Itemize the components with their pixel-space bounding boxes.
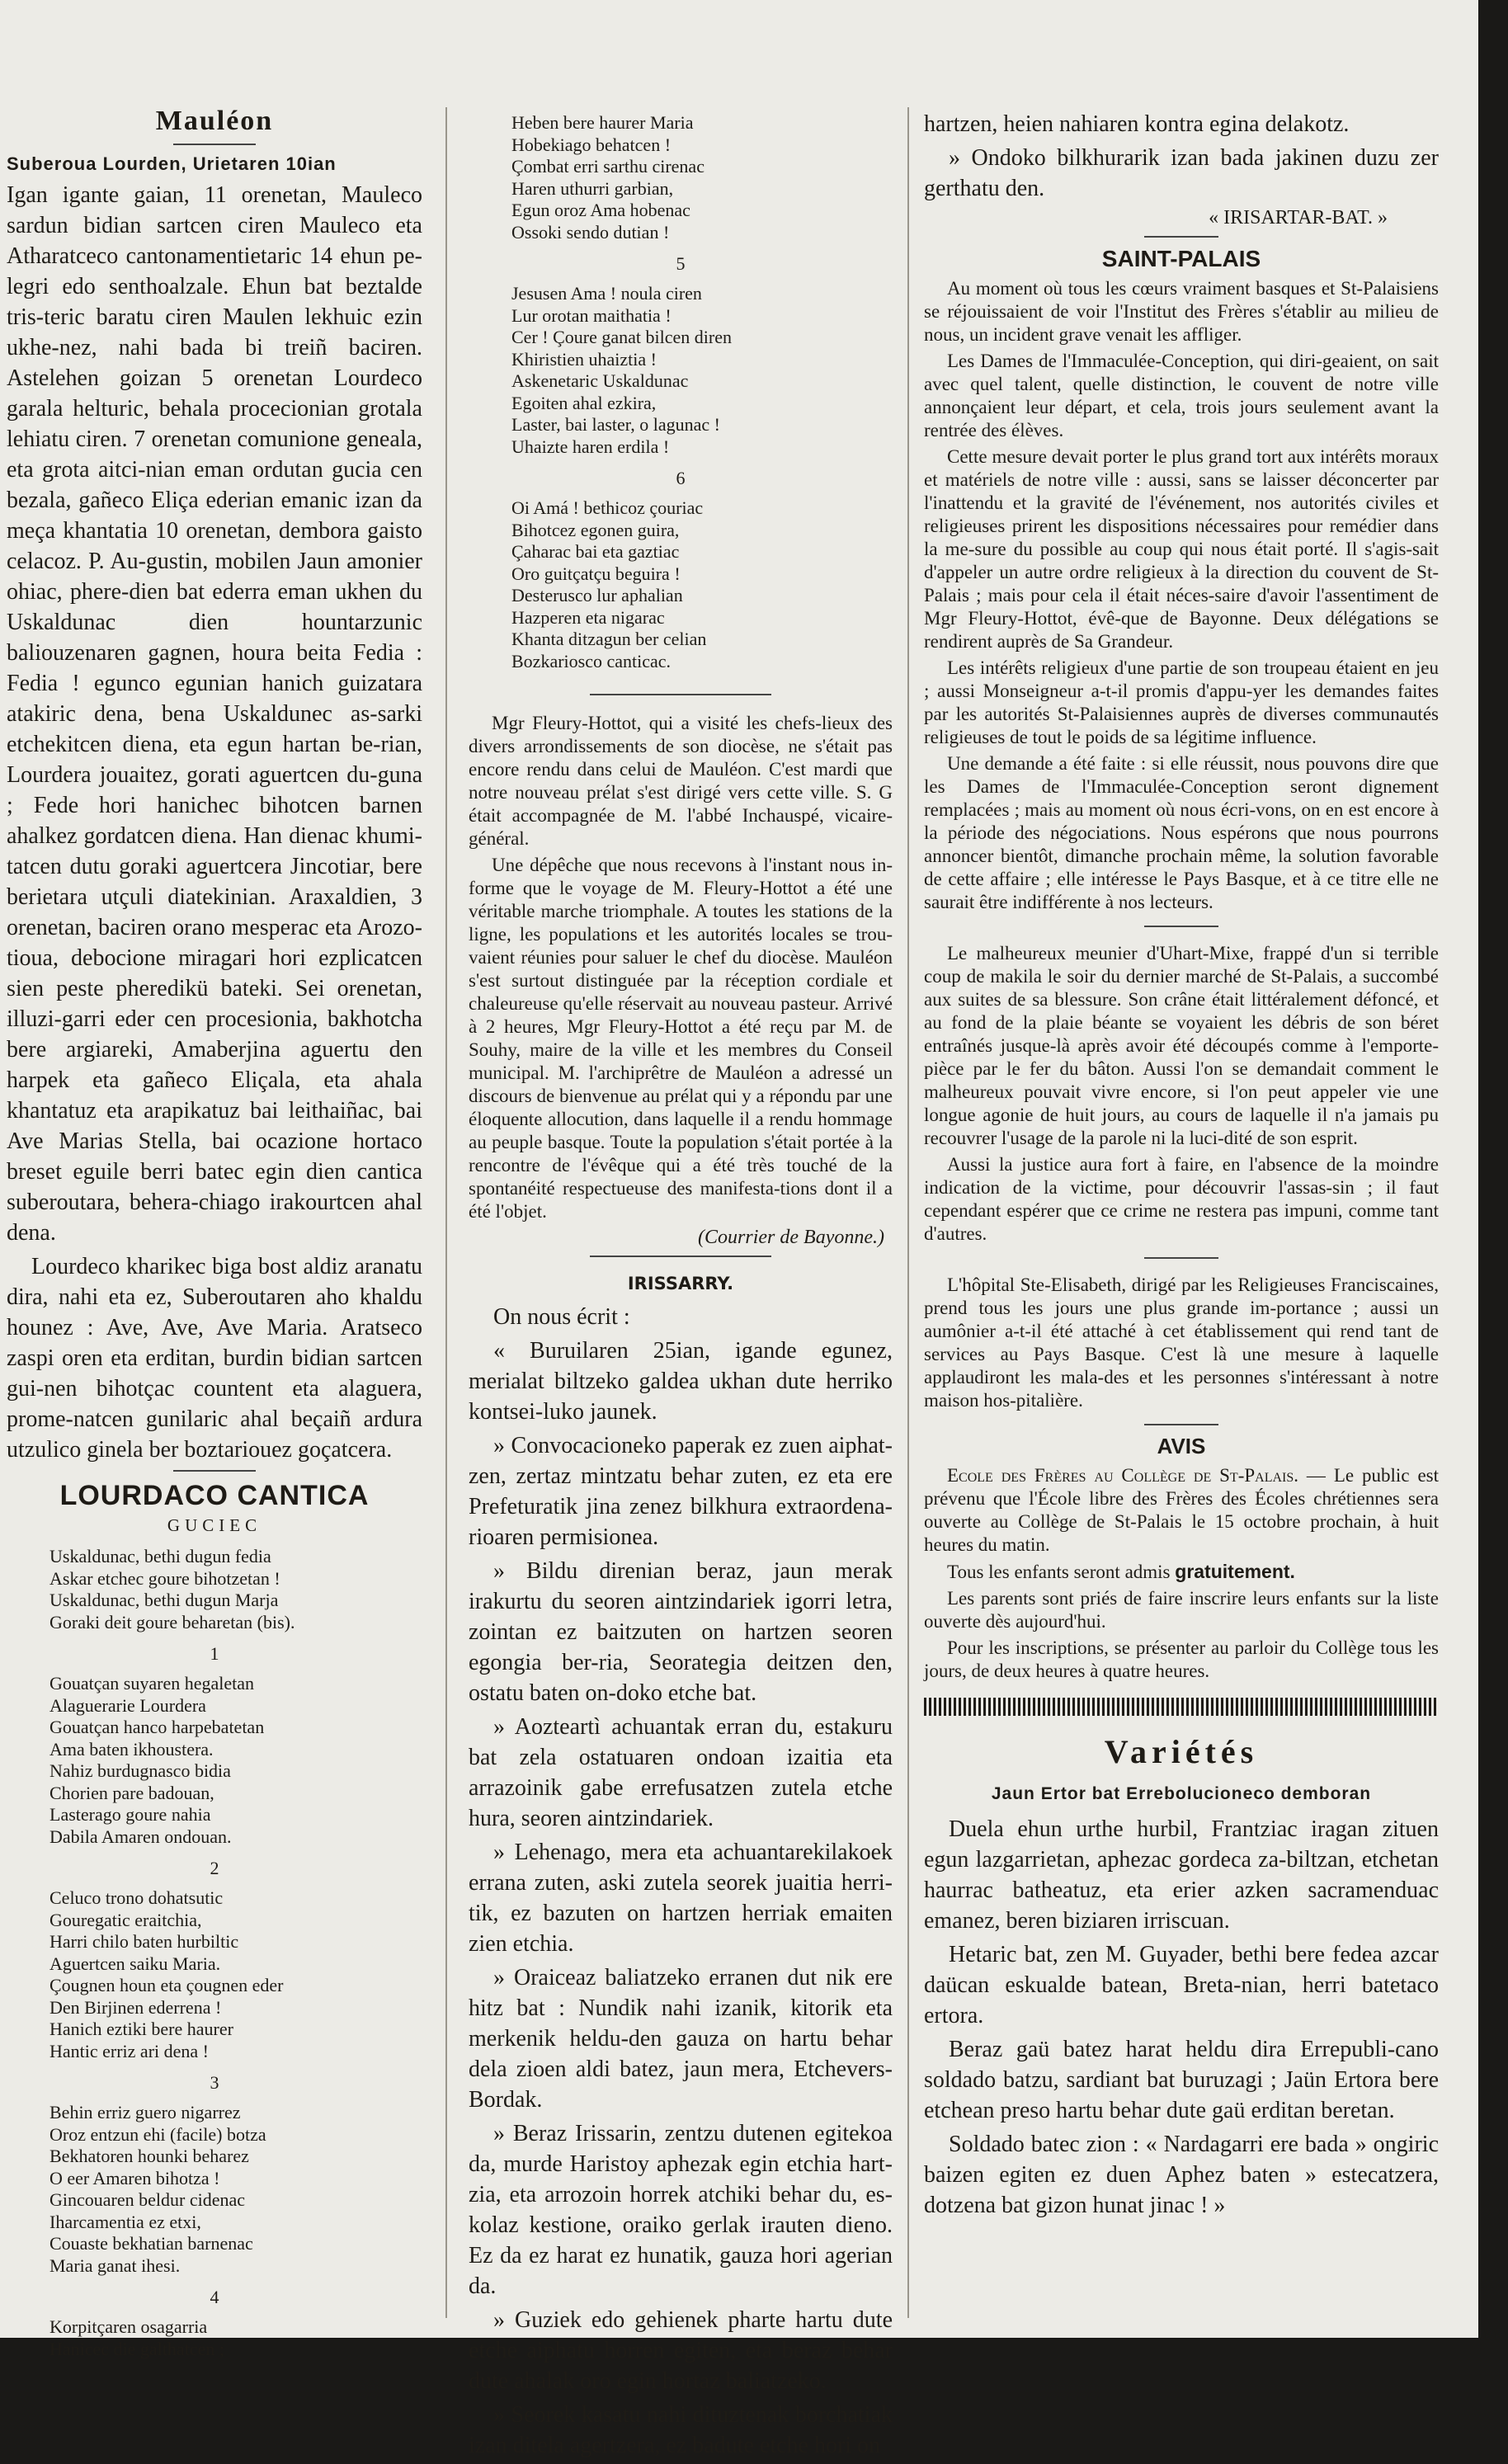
article-source: (Courrier de Bayonne.) (698, 1227, 884, 1248)
verse-line: Uhaizte haren erdila ! (511, 436, 670, 457)
verse-line: Uskaldunac, bethi dugun fedia (49, 1546, 271, 1567)
verse-line: Uskaldunac, bethi dugun Marja (49, 1590, 279, 1610)
cantica-stanzas (0, 1643, 429, 2360)
verse-line: Ama baten ikhoustera. (49, 1738, 214, 1760)
avis-free: gratuitement. (1175, 1561, 1295, 1582)
verse-line: Couaste bekhatian barnenac (49, 2233, 253, 2254)
verse-line: Harri chilo baten hurbiltic (49, 1931, 239, 1952)
short-rule (173, 1470, 256, 1472)
saint-palais-article (917, 277, 1445, 914)
stanza-number: 6 (676, 468, 686, 488)
verse-line: Haren uthurri garbian, (511, 177, 674, 199)
column-middle (462, 91, 899, 2464)
verse-line: Hazperen eta nigarac (511, 606, 665, 628)
verse-line: Askenetaric Uskaldunac (511, 370, 689, 391)
article-paragraph: Une dépêche que nous recevons à l'instant nous in-forme que le voyage de M. Fleury-Hottot a été une véritable marche triomphale. A toutes les stations de la ligne, les populations et les autorités locales se trou-vaient réunies pour saluer le chef du diocèse. Mauléon s'est surtout distinguée par la réception cordiale et chaleureuse qu'elle réservait au nouveau pasteur. Arrivé à 2 heures, Mgr Fleury-Hottot a été reçu par M. de Souhy, maire de la ville et les membres du Conseil municipal. M. l'archiprêtre de Mauléon a adressé un discours de bienvenue au prélat qui y a répondu par une éloquente allocution, dans laquelle il a rendu hommage au peuple basque. Toute la population s'était portée à la rencontre de l'évêque qui a été très touché de la spontanéité respectueuse des manifesta-tions dont il a été l'objet. (469, 855, 893, 1222)
verse-line: Çaharac bai eta gaztiac (511, 541, 680, 562)
verse-line: Ossoki sendo dutian ! (511, 221, 670, 243)
stanza-number: 1 (210, 1643, 219, 1664)
article-paragraph: Une demande a été faite : si elle réussit, nous pouvons dire que les Dames de l'Immaculée-Conception seront dignement remplacées ; mais au moment où nous écri-vons, on en est encore à la période des négociations. Nous espérons que nous pourrons annoncer bientôt, dimanche prochain même, la solution favorable de cette affaire ; elle intéresse le Pays Basque, et à ce titre elle ne saurait être indifférente à nos lecteurs. (924, 753, 1439, 912)
article-paragraph: » Seorek kasatu nahi dituztenak borchatiak izan ditela agertzera, ez badute etche hori on (469, 2402, 893, 2458)
verse-line: Egun oroz Ama hobenac (511, 200, 690, 220)
verse-line: Chorien pare badouan, (49, 1782, 214, 1803)
verse-line: Çougnen houn eta çougnen eder (49, 1975, 284, 1995)
dateline: Suberoua Lourden, Urietaren 10ian (7, 153, 337, 174)
verse-line: Çombat erri sarthu cirenac (511, 156, 705, 177)
avis-paragraph: Les parents sont priés de faire inscrire leurs enfants sur la liste ouverte dès aujourd'hui. (924, 1588, 1439, 1632)
cantica-subtitle: GUCIEC (167, 1515, 262, 1535)
article-paragraph: » Bildu direnian beraz, jaun merak irakurtu du seoren aintzindariek igorri letra, zointan ez baitzuten on hartzen seoren egongia ber-ria, Seorategia deitzen den, ostatu baten on-doko etche bat. (469, 1558, 893, 1706)
signature: « IRISARTAR-BAT. » (1209, 207, 1388, 228)
short-rule (590, 1256, 771, 1257)
article-paragraph: Le malheureux meunier d'Uhart-Mixe, frappé d'un si terrible coup de makila le soir du dernier marché de St-Palais, a succombé aux suites de sa blessure. Son crâne était littéralement défoncé, et au fond de la plaie béante se voyaient les débris de son béret entraînés jusque-là après avoir été découpés comme à l'emporte-pièce par le fer du bâton. Aussi l'on se demandait comment le malheureux pouvait vivre encore, si l'on peut appeler vie une longue agonie de huit jours, au cours de laquelle il n'a jamais pu recouvrer l'usage de la parole ni la luci-dité de son esprit. (924, 943, 1439, 1148)
short-rule (173, 144, 256, 145)
verse-line: Goraki deit goure beharetan (bis). (49, 1611, 295, 1632)
verse-line: Gouregatic eraitchia, (49, 1909, 202, 1930)
article-paragraph: » Ondoko bilkhurarik izan bada jakinen duzu zer gerthatu den. (924, 145, 1439, 201)
avis-text: Le public est prévenu que l'École libre des Frères des Écoles chrétiennes sera ouverte au Collège de St-Palais le 15 octobre prochain, à huit heures du matin. (924, 1465, 1439, 1555)
article-paragraph: Mgr Fleury-Hottot, qui a visité les chefs-lieux des divers arrondissements de son diocèse, ne s'était pas encore rendu dans celui de Mauléon. C'est mardi que notre nouveau prélat s'est dirigé vers cette ville. S. G était accompagnée de M. l'abbé Inchauspé, vicaire-général. (469, 713, 893, 849)
verse-line: Dabila Amaren ondouan. (49, 1826, 232, 1847)
avis-paragraph (924, 1560, 1439, 1584)
section-heading-mauleon: Mauléon (155, 106, 274, 136)
verse-line: Cer ! Çoure ganat bilcen diren (511, 327, 732, 347)
verse-line: Gincouaren beldur cidenac (49, 2189, 245, 2210)
article-paragraph: Lourdeco kharikec biga bost aldiz aranatu dira, nahi eta ez, Suberoutaren aho khaldu hounez : Ave, Ave, Ave Maria. Aratseco zaspi oren eta erditan, burdin bidian sartcen gui-nen bihotçac countent eta alaguera, prome-natcen gunilaric ahal beçaiñ ardura utzulico ginela ber boztariouez goçatcera. (7, 1254, 422, 1463)
article-paragraph: » Oraiceaz baliatzeko erranen dut nik ere hitz bat : Nundik nahi izanik, kitorik eta merkenik heldu-den gauza on hartu behar dela zioen aldi batez, jaun mera, Etchevers-Bordak. (469, 1965, 893, 2113)
stanza-number: 4 (210, 2287, 219, 2307)
decorative-rule (924, 1698, 1439, 1716)
cantica-verse (511, 283, 899, 458)
verse-line: Gouatçan suyaren hegaletan (49, 1673, 254, 1694)
article-paragraph: Cette mesure devait porter le plus grand tort aux intérêts moraux et matériels de notre ville : aussi, sans se laisser déconcerter par l'inattendu et la gravité de l'événement, nos autorités civiles et religieuses prirent les dispositions nécessaires pour remédier dans la me-sure du possible au coup qui nous était porté. Il s'agis-sait d'appeler un autre ordre religieux à la direction du couvent de St-Palais ; mais pour cela il était néces-saire d'avoir l'assentiment de Mgr Fleury-Hottot, évê-que de Bayonne. Deux délégations se rendirent auprès de Sa Grandeur. (924, 446, 1439, 652)
article-paragraph: Soldado batec zion : « Nardagarri ere bada » ongiric baizen egiten ez duen Aphez baten » estecatzera, dotzena bat gizon hunat jinac ! » (924, 2132, 1439, 2218)
column-left (0, 91, 429, 2363)
avis-free-pre: Tous les enfants seront admis (947, 1562, 1171, 1582)
verse-line: Iharcamentia ez etxi, (49, 2211, 201, 2232)
verse-line: Lasterago goure nahia (49, 1804, 211, 1825)
cantica-verse (511, 112, 899, 243)
verse-line: Behin erriz guero nigarrez (49, 2102, 241, 2122)
verse-line: Hanich eztiki bere haurer (49, 2019, 233, 2039)
verse-line: Hanicec die galthatcen ; (49, 2338, 224, 2359)
verse-line: Desterusco lur aphalian (511, 585, 683, 605)
verse-line: Oroz entzun ehi (facile) botza (49, 2123, 266, 2145)
verse-line: Oro guitçatçu beguira ! (511, 563, 681, 584)
section-heading-saint-palais: SAINT-PALAIS (1101, 246, 1261, 271)
short-rule (590, 694, 771, 695)
verse-line: Nahiz burdugnasco bidia (49, 1760, 231, 1781)
avis-paragraph: Pour les inscriptions, se présenter au parloir du Collège tous les jours, de deux heures à quatre heures. (924, 1637, 1439, 1681)
verse-line: Celuco trono dohatsutic (49, 1887, 224, 1908)
article-paragraph: » Guziek edo gehienek pharte hartu dute etche aiphatu horren egiten, eta beraz behar dute ahalak oro egin hortaz baliatzeko. (469, 2307, 893, 2394)
article-paragraph: » Lehenago, mera eta achuantarekilakoek errana zuten, aski zutela seorek juaitia herri-tik, ez bazuten on hartzen herriak emaiten zien etchia. (469, 1840, 893, 1957)
section-heading-irissarry: IRISSARRY. (627, 1274, 734, 1293)
column-rule (445, 107, 447, 2318)
short-rule (1144, 1424, 1218, 1425)
article-paragraph: Aussi la justice aura fort à faire, en l'absence de la moindre indication de la victime, pour découvrir l'assas-sin ; il faut cependant espérer que ce crime ne restera pas impuni, comme tant d'autres. (924, 1154, 1439, 1244)
verse-line: Egoiten ahal ezkira, (511, 392, 657, 413)
avis-paragraph (924, 1464, 1439, 1557)
verse-line: Bihotcez egonen guira, (511, 519, 680, 540)
stanza-lines (49, 1673, 429, 1848)
cantica-title: LOURDACO CANTICA (59, 1480, 370, 1511)
avis-lead: Ecole des Frères au Collège de St-Palais. — (947, 1465, 1326, 1486)
article-paragraph: » Beraz Irissarin, zentzu dutenen egitekoa da, murde Haristoy aphezak egin etchia hart-zia, eta arrozoin horrek atchiki behar du, es-kolaz kestione, oraiko gerlak irauten dieno. Ez da ez harat ez hunatik, gauza hori agerian da. (469, 2121, 893, 2299)
verse-line: Bozkariosco canticac. (511, 650, 672, 671)
article-paragraph: hartzen, heien nahiaren kontra egina delakotz. (924, 111, 1350, 137)
article-paragraph: L'hôpital Ste-Elisabeth, dirigé par les Religieuses Franciscaines, prend tous les jours une plus grande im-portance ; aussi un aumônier a-t-il été attaché à cet établissement qui rend tant de services au Pays Basque. C'est là une mesure à laquelle applaudiront les mala-des et les personnes s'intéressant à notre maison hos-pitalière. (924, 1274, 1439, 1411)
article-paragraph: « Buruilaren 25ian, igande egunez, merialat biltzeko galdea ukhan dute herriko kontsei-luko jaunek. (469, 1338, 893, 1425)
verse-line: Askar etchec goure bihotzetan ! (49, 1567, 280, 1589)
stanza-lines (49, 2316, 429, 2360)
article-paragraph: Duela ehun urthe hurbil, Frantziac iragan zituen egun lazgarrietan, aphezac gordeca za-biltzan, etchetan haurrac batheatuz, eta erier azken sacramenduac emanez, beren biziaren irriscuan. (924, 1816, 1439, 1934)
verse-line: Den Birjinen ederrena ! (49, 1996, 222, 2018)
avis-heading: AVIS (1157, 1434, 1206, 1458)
column-right (917, 91, 1445, 2224)
varietes-article (917, 1814, 1445, 2221)
article-paragraph: Les Dames de l'Immaculée-Conception, qui diri-geaient, on sait avec quel talent, quelle distinction, le couvent de notre ville annonçaient leur départ, et cela, trois jours seulement avant la rentrée des élèves. (924, 351, 1439, 441)
varietes-subtitle: Jaun Ertor bat Errebolucioneco demboran (991, 1784, 1372, 1803)
verse-line: Alaguerarie Lourdera (49, 1694, 206, 1716)
short-rule (1144, 236, 1218, 238)
stanza-number: 3 (210, 2072, 219, 2093)
article-paragraph: Beraz gaü batez harat heldu dira Errepubli-cano soldado batzu, sardiant bat buruzagi ; Jaün Ertora bere etchean preso hartu behar dute gaü erditan beretan. (924, 2037, 1439, 2123)
verse-line: Oi Amá ! bethicoz çouriac (511, 497, 704, 518)
article-intro: On nous écrit : (493, 1304, 630, 1330)
stanza-lines (49, 2102, 429, 2277)
article-paragraph: Hetaric bat, zen M. Guyader, bethi bere fedea azcar daücan eskualde batean, Breta-nian, herri batetaco ertora. (924, 1942, 1439, 2028)
short-rule (1144, 1257, 1218, 1259)
verse-line: Maria ganat ihesi. (49, 2254, 181, 2276)
irissarry-article (462, 1336, 899, 2461)
stanza-lines (49, 1887, 429, 2062)
article-paragraph: Les intérêts religieux d'une partie de son troupeau étaient en jeu ; aussi Monseigneur a-t-il promis d'appu-yer les demandes faites par les autorités St-Palaisiennes auprès de diverses communautés religieuses de tout le poids de sa légitime influence. (924, 657, 1439, 747)
stanza-number: 5 (676, 253, 686, 274)
verse-line: Bekhatoren hounki beharez (49, 2146, 249, 2166)
verse-line: Lur orotan maithatia ! (511, 304, 672, 326)
article-paragraph: Au moment où tous les cœurs vraiment basques et St-Palaisiens se réjouissaient de voir l'Institut des Frères s'établir au milieu de nous, un incident grave venait les affliger. (924, 278, 1439, 345)
verse-line: Heben bere haurer Maria (511, 112, 694, 133)
verse-line: Laster, bai laster, o lagunac ! (511, 414, 720, 435)
verse-line: O eer Amaren bihotza ! (49, 2167, 220, 2188)
verse-line: Khanta ditzagun ber celian (511, 629, 707, 649)
verse-line: Hobekiago behatcen ! (511, 134, 672, 155)
verse-line: Korpitçaren osagarria (49, 2316, 208, 2337)
column-rule (907, 107, 909, 2318)
verse-line: Khiristien uhaiztia ! (511, 348, 657, 370)
verse-line: Gouatçan hanco harpebatetan (49, 1717, 265, 1737)
article-paragraph: » Convocacioneko paperak ez zuen aiphat-zen, zertaz mintzatu behar zuten, ez eta ere Prefeturatik jina zenez bilkhura extraordena-rioaren permisionea. (469, 1433, 893, 1550)
verse-line: Hantic erriz ari dena ! (49, 2040, 209, 2061)
article-paragraph: Igan igante gaian, 11 orenetan, Mauleco sardun bidian sartcen ciren Mauleco eta Atharatceco cantonamentietaric 14 ehun pe-legri edo senthoalzale. Ehun bat beztalde tris-teric baratu ciren Maulen lekhuic ezin ukhe-nez, nahi bada bi treiñ baciren. Astelehen goizan 5 orenetan Lourdeco garala helturic, behala procecionian grotala lehiatu ciren. 7 orenetan comunione geneala, eta grota aitci-nian eman ordutan gucia cen bezala, gañeco Eliça ederian emanic izan da meça khantatia 10 orenetan, dembora gaisto celacoz. P. Au-gustin, mobilen Jaun amonier ohiac, phere-dien bat ederra eman ukhen du Uskaldunac dien hountarzunic baliouzenaren gagnen, houra beita Fedia : Fedia ! egunco egunian hanich guizatara atakiric dena, bena Uskaldunec as-sarki etchekitcen diena, eta egun hartan be-rian, Lourdera jouaitez, gorati aguertcen du-guna ; Fede hori hanichec bihotcen barnen ahalkez gordatcen diena. Han dienac khumi-tatcen dutu goraki aguertcera Jincotiar, bere berietara utçuli diatekinian. Araxaldien, 3 orenetan, baciren orano mesperac eta Arozo-tioua, debocione miragari hori ezplicatcen sien peste pheredikü bateki. Sei orenetan, illuzi-garri eder cen procesionia, bakhotcha bere argiareki, Amaberjina aguertu den harpek eta gañeco Eliçala, eta ahala khantatuz eta arapikatuz bai leithaiñac, bai Ave Marias Stella, bai ocazione hortaco breset eguile berri batec egin dien cantica suberoutara, behera-chiago irakourtcen ahal dena. (7, 182, 422, 1246)
cantica-refrain (49, 1546, 429, 1633)
short-rule (1144, 926, 1218, 927)
cantica-verse (511, 497, 899, 672)
section-heading-varietes: Variétés (1104, 1733, 1259, 1770)
verse-line: Aguertcen saiku Maria. (49, 1953, 221, 1974)
article-paragraph: » Aozteartì achuantak erran du, estakuru bat zela ostatuaren ondoan izaitia eta arrazoinik gabe errefusatzen zutela etche hura, seoren aintzindariek. (469, 1714, 893, 1831)
verse-line: Jesusen Ama ! noula ciren (511, 283, 702, 304)
stanza-number: 2 (210, 1858, 219, 1878)
